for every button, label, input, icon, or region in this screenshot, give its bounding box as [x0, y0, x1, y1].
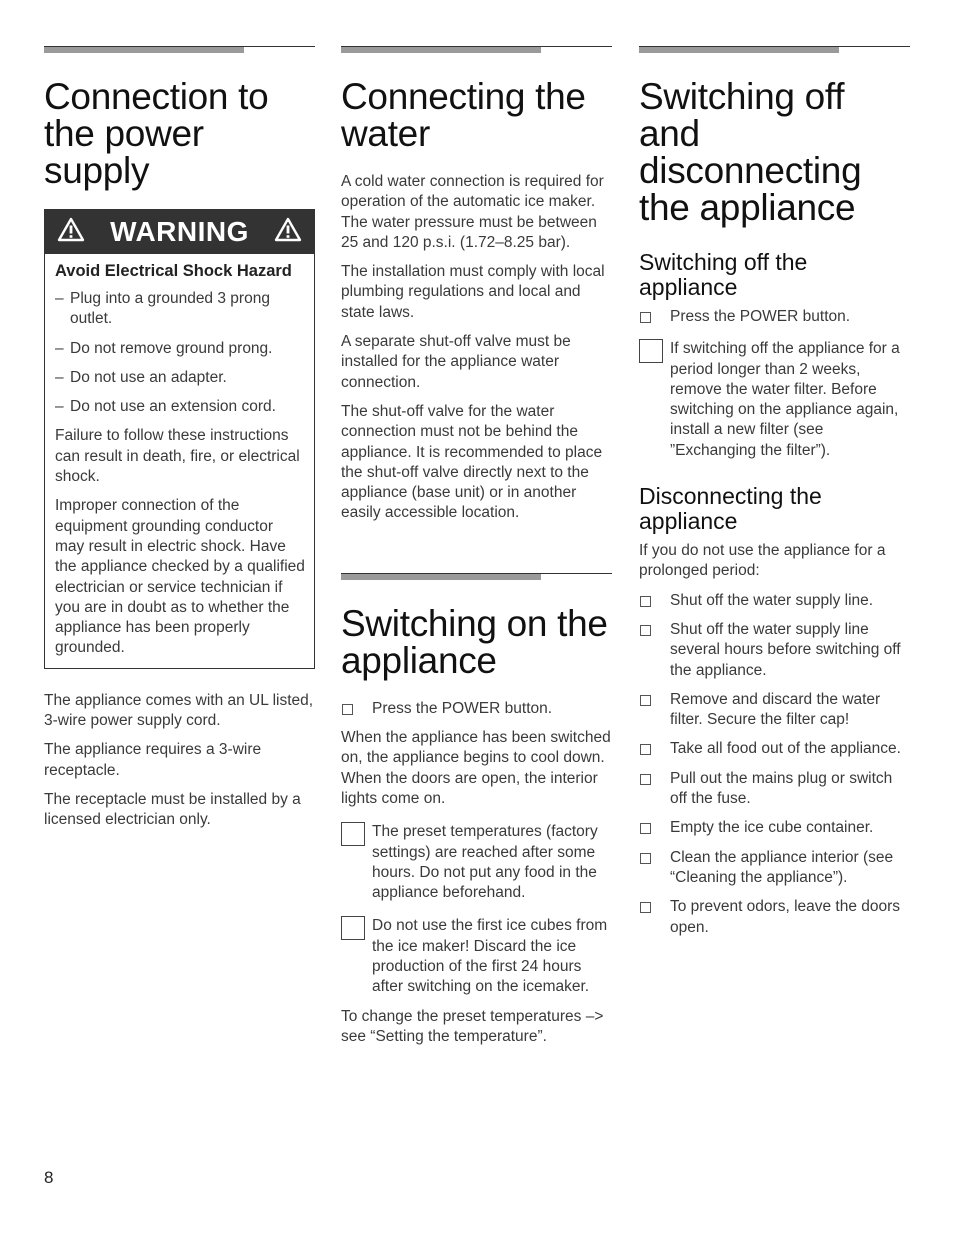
step-item: Shut off the water supply line several hours before switching off the appliance.	[639, 620, 910, 681]
section-rule	[639, 46, 910, 54]
checkbox-icon	[640, 312, 651, 323]
warning-heading: Avoid Electrical Shock Hazard	[55, 262, 292, 280]
warning-item: – Do not use an adapter.	[55, 368, 227, 386]
warning-paragraph: Improper connection of the equipment grounding conductor may result in electric shock. Have the appliance checked by a qualified electrician or service technician if you are in doubt as to whether the appliance has been properly grounded.	[55, 497, 305, 657]
note-box-icon	[639, 339, 663, 363]
step-item: Remove and discard the water filter. Secure the filter cap!	[639, 690, 910, 731]
step-item: Shut off the water supply line.	[639, 591, 910, 611]
warning-label: WARNING	[110, 216, 249, 247]
subsection-title-disconnect: Disconnecting the appliance	[639, 483, 822, 535]
step-item: Press the POWER button.	[639, 307, 910, 327]
warning-item: – Plug into a grounded 3 prong outlet.	[55, 290, 270, 328]
checkbox-icon	[640, 774, 651, 785]
section-title-power-supply: Connection to the power supply	[44, 76, 269, 191]
body-paragraph: If you do not use the appliance for a prolonged period:	[639, 542, 886, 580]
section-rule	[44, 46, 315, 54]
section-rule	[341, 46, 612, 54]
column-switch-off	[639, 46, 910, 947]
note: If switching off the appliance for a period longer than 2 weeks, remove the water filter. Before switching on the appliance again, install a new filter (see ”Exchanging the filter”).	[639, 339, 910, 461]
column-power-supply	[44, 46, 315, 840]
step-item: Empty the ice cube container.	[639, 818, 910, 838]
column-water-and-switch-on	[341, 46, 612, 1056]
checkbox-icon	[640, 853, 651, 864]
step-list	[639, 307, 910, 327]
step-list	[341, 699, 612, 719]
warning-triangle-icon	[57, 217, 85, 247]
body-paragraph: The appliance requires a 3-wire receptacle.	[44, 741, 262, 779]
warning-item: – Do not remove ground prong.	[55, 339, 273, 357]
body-paragraph: The appliance comes with an UL listed, 3-wire power supply cord.	[44, 691, 314, 730]
step-item: Take all food out of the appliance.	[639, 739, 910, 759]
body-paragraph: The installation must comply with local plumbing regulations and local and state laws.	[341, 263, 605, 321]
warning-list	[55, 289, 305, 417]
body-paragraph: A cold water connection is required for operation of the automatic ice maker. The water pressure must be between 25 and 120 p.s.i. (1.72–8.25 bar).	[341, 173, 604, 251]
step-list	[639, 591, 910, 938]
body-paragraph: The receptacle must be installed by a licensed electrician only.	[44, 790, 301, 829]
checkbox-icon	[640, 823, 651, 834]
body-paragraph: The shut-off valve for the water connection must not be behind the appliance. It is recommended to place the shut-off valve directly next to the appliance (base unit) or in another easily accessible location.	[341, 402, 603, 522]
page-number: 8	[44, 1168, 54, 1187]
step-item: Press the POWER button.	[341, 699, 612, 719]
warning-box	[44, 209, 315, 669]
warning-header	[45, 210, 314, 254]
section-title-water: Connecting the water	[341, 76, 586, 154]
note: Do not use the first ice cubes from the ice maker! Discard the ice production of the first 24 hours after switching on the icemaker.	[341, 916, 612, 997]
warning-item: – Do not use an extension cord.	[55, 398, 276, 416]
section-title-switch-on: Switching on the appliance	[341, 602, 608, 681]
subsection-title-switch-off: Switching off the appliance	[639, 249, 808, 300]
note: The preset temperatures (factory settings) are reached after some hours. Do not put any food in the appliance beforehand.	[341, 822, 612, 903]
section-title-switch-off: Switching off and disconnecting the appliance	[639, 76, 862, 228]
section-rule	[341, 573, 612, 581]
checkbox-icon	[640, 695, 651, 706]
note-box-icon	[341, 916, 365, 940]
checkbox-icon	[640, 902, 651, 913]
body-paragraph: When the appliance has been switched on, the appliance begins to cool down. When the doors are open, the interior lights come on.	[341, 729, 611, 807]
checkbox-icon	[640, 625, 651, 636]
checkbox-icon	[640, 596, 651, 607]
checkbox-icon	[640, 744, 651, 755]
warning-body	[45, 254, 314, 659]
body-paragraph: A separate shut-off valve must be installed for the appliance water connection.	[341, 333, 571, 391]
warning-paragraph: Failure to follow these instructions can result in death, fire, or electrical shock.	[55, 427, 300, 486]
step-item: To prevent odors, leave the doors open.	[639, 897, 910, 938]
note-box-icon	[341, 822, 365, 846]
step-item: Pull out the mains plug or switch off the fuse.	[639, 769, 910, 810]
step-item: Clean the appliance interior (see “Cleaning the appliance”).	[639, 848, 910, 889]
warning-triangle-icon	[274, 217, 302, 247]
body-paragraph: To change the preset temperatures –> see “Setting the temperature”.	[341, 1007, 604, 1045]
checkbox-icon	[342, 704, 353, 715]
